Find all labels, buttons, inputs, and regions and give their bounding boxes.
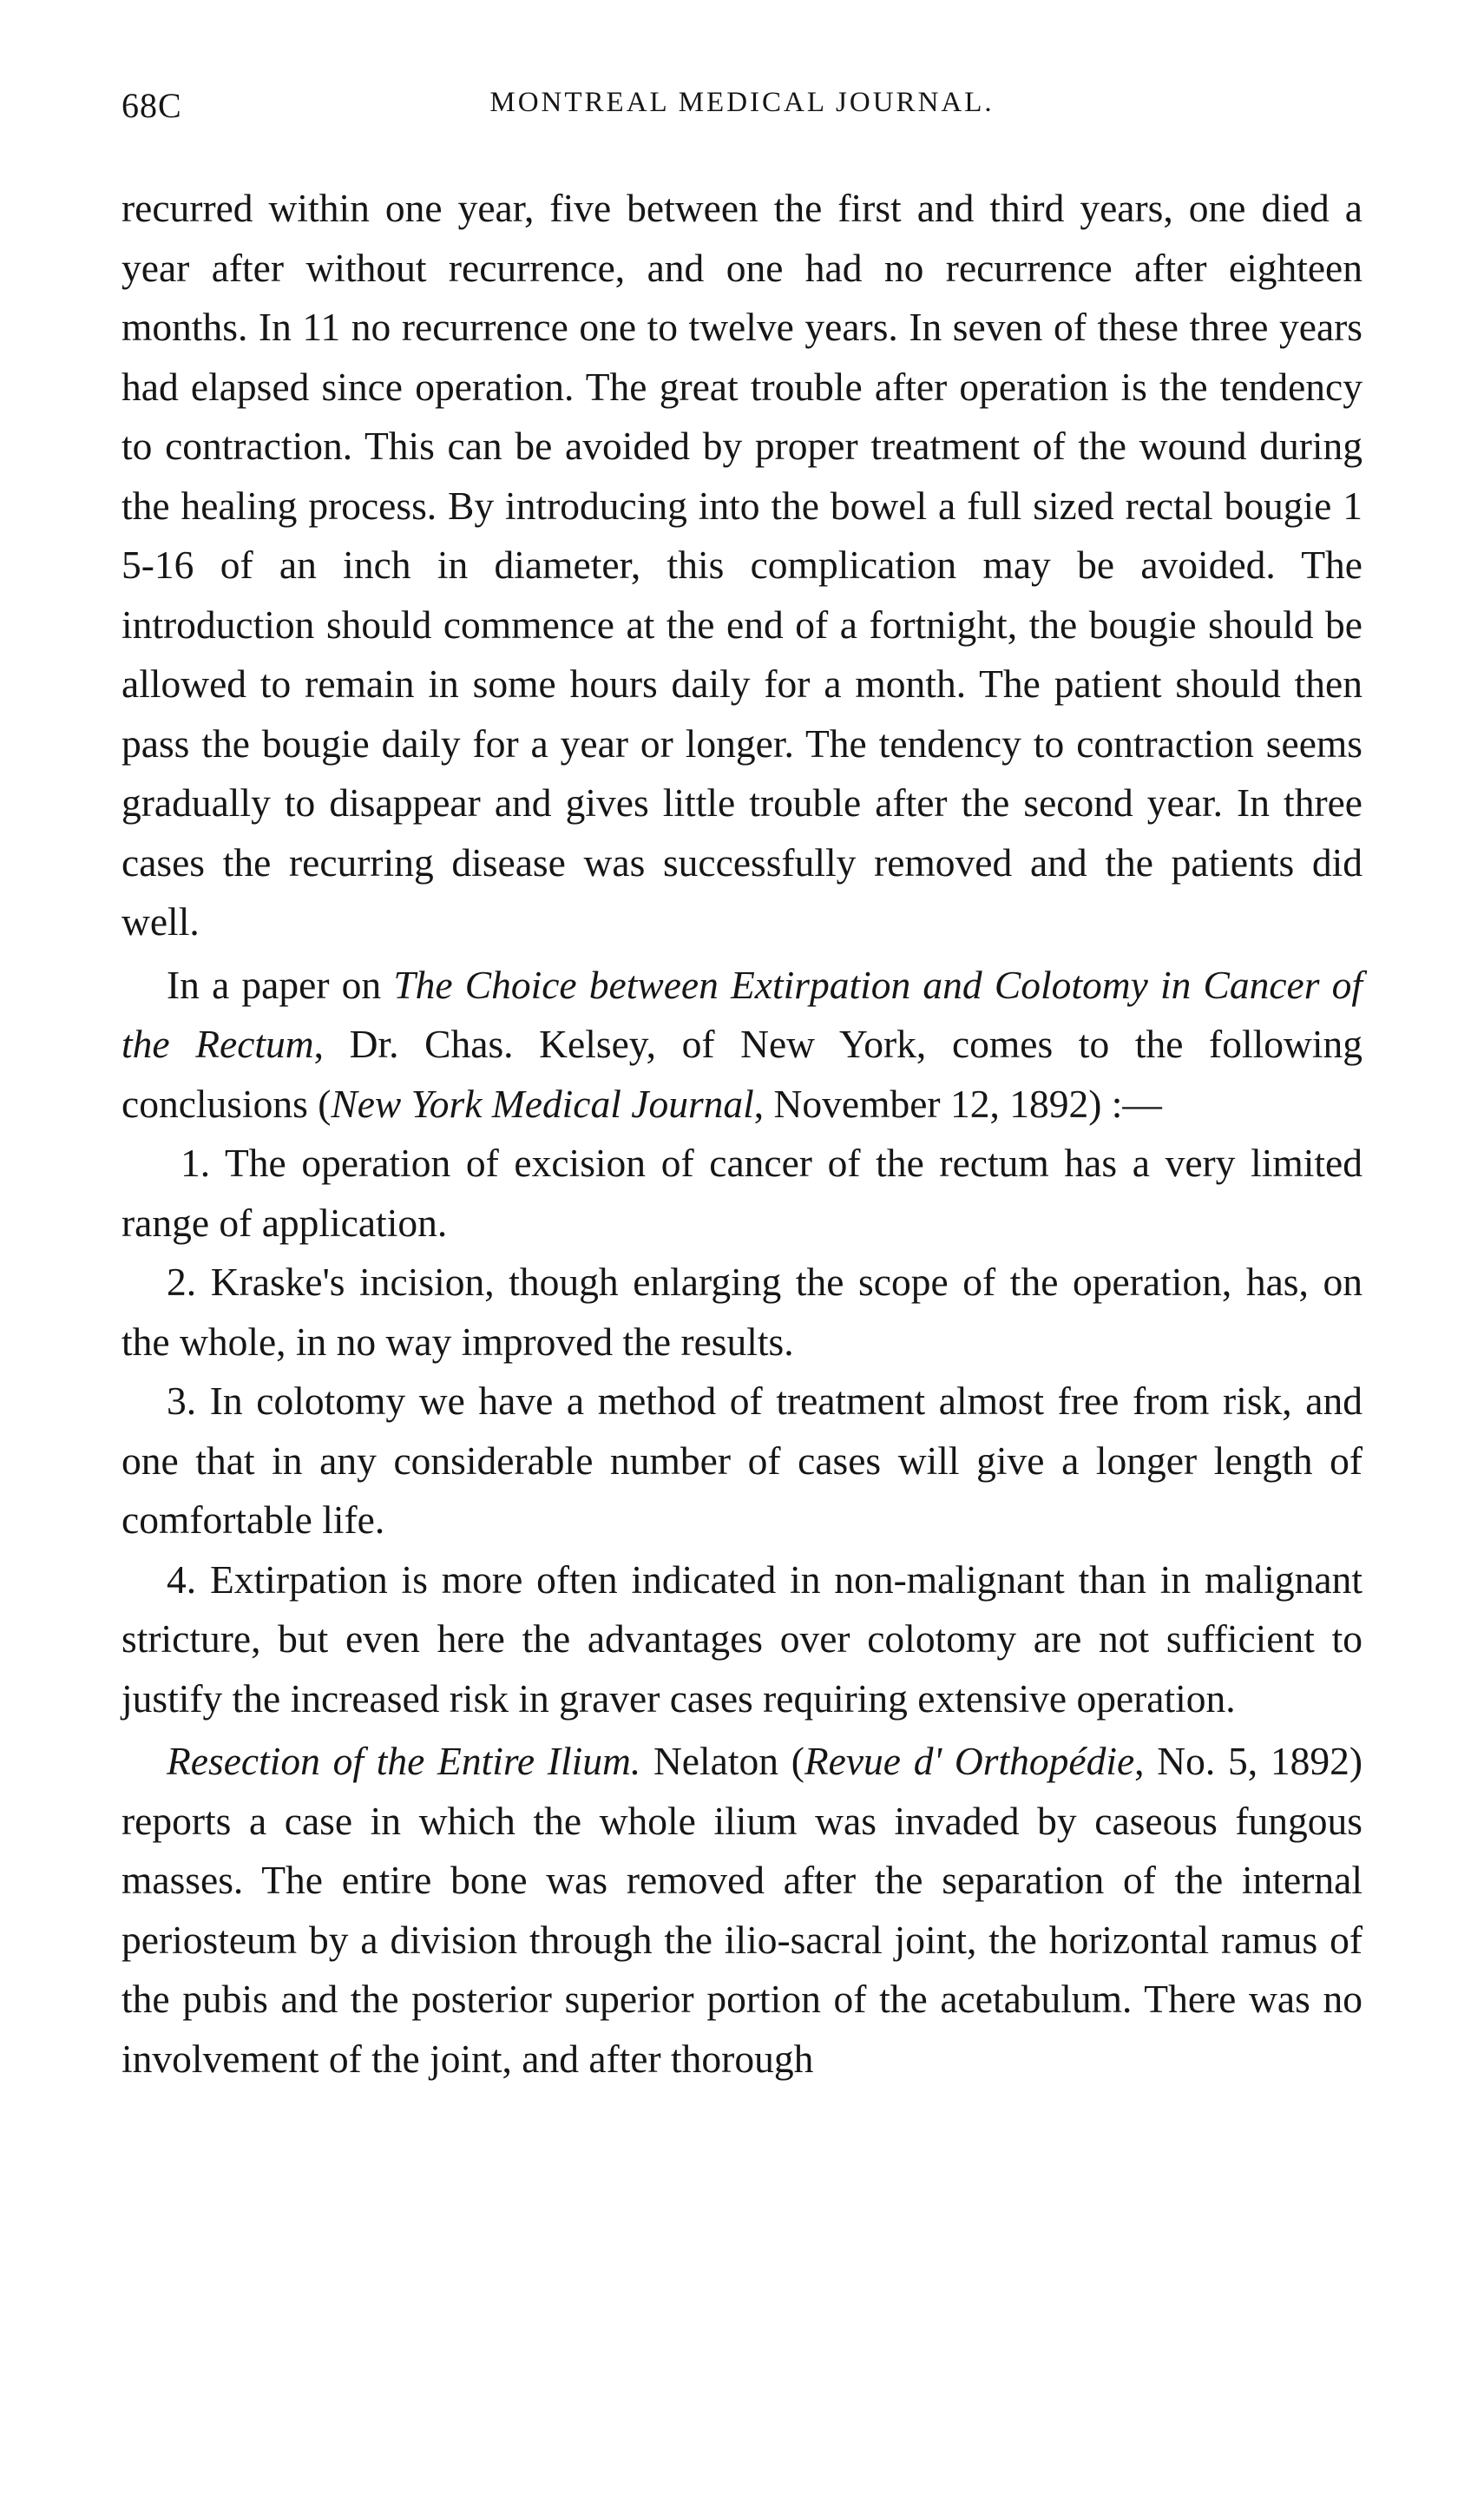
kelsey-mid: , Dr. Chas. Kelsey, of New York, comes to the following conclusions ( [121,1022,1363,1126]
paragraph-ilium-resection [121,1732,1363,2089]
kelsey-paper-title: The Choice between Extirpation and Colotomy in Cancer of the Rectum [121,962,1363,1066]
article-body [121,179,1363,2089]
journal-title: MONTREAL MEDICAL JOURNAL. [489,87,995,118]
kelsey-lead: In a paper on [167,962,382,1007]
ilium-tail: , No. 5, 1892) reports a case in which the whole ilium was invaded by caseous fungous masses. The entire bone was removed after the separation of the internal periosteum by a division through the ilio-sacral joint, the horizontal ramus of the pubis and the posterior superior portion of the acetabulum. There was no involvement of the joint, and after thorough [121,1739,1363,2081]
page-number: 68C [121,86,182,125]
paragraph-kelsey [121,956,1363,1135]
conclusion-item: 1. The operation of excision of cancer of the rectum has a very limited range of application. [121,1141,1363,1245]
conclusion-item: 3. In colotomy we have a method of treatment almost free from risk, and one that in any considerable number of cases will give a longer length of comfortable life. [121,1379,1363,1542]
ilium-journal: Revue d' Orthopédie [804,1739,1135,1783]
kelsey-tail: , November 12, 1892) :— [753,1081,1162,1126]
conclusion-item: 2. Kraske's incision, though enlarging the scope of the operation, has, on the whole, in no way improved the results. [121,1260,1363,1364]
conclusion-item: 4. Extirpation is more often indicated in non-malignant than in malignant stricture, but even here the advantages over colotomy are not sufficient to justify the increased risk in graver cases requiring extensive operation. [121,1556,1363,1721]
ilium-heading: Resection of the Entire Ilium. [167,1739,641,1783]
kelsey-journal: New York Medical Journal [331,1081,754,1126]
ilium-mid: Nelaton ( [640,1739,804,1783]
paragraph-recurrence: recurred within one year, five between the first and third years, one died a year after without recurrence, and one had no recurrence after eighteen months. In 11 no recurrence one to twelve years. In seven of these three years had elapsed since operation. The great trouble after operation is the tendency to contraction. This can be avoided by proper treatment of the wound during the healing process. By introducing into the bowel a full sized rectal bougie 1 5-16 of an inch in diameter, this complication may be avoided. The introduction should commence at the end of a fortnight, the bougie should be allowed to remain in some hours daily for a month. The patient should then pass the bougie daily for a year or longer. The tendency to contraction seems gradually to disappear and gives little trouble after the second year. In three cases the recurring disease was successfully removed and the patients did well. [121,186,1363,944]
running-head [121,85,1363,146]
